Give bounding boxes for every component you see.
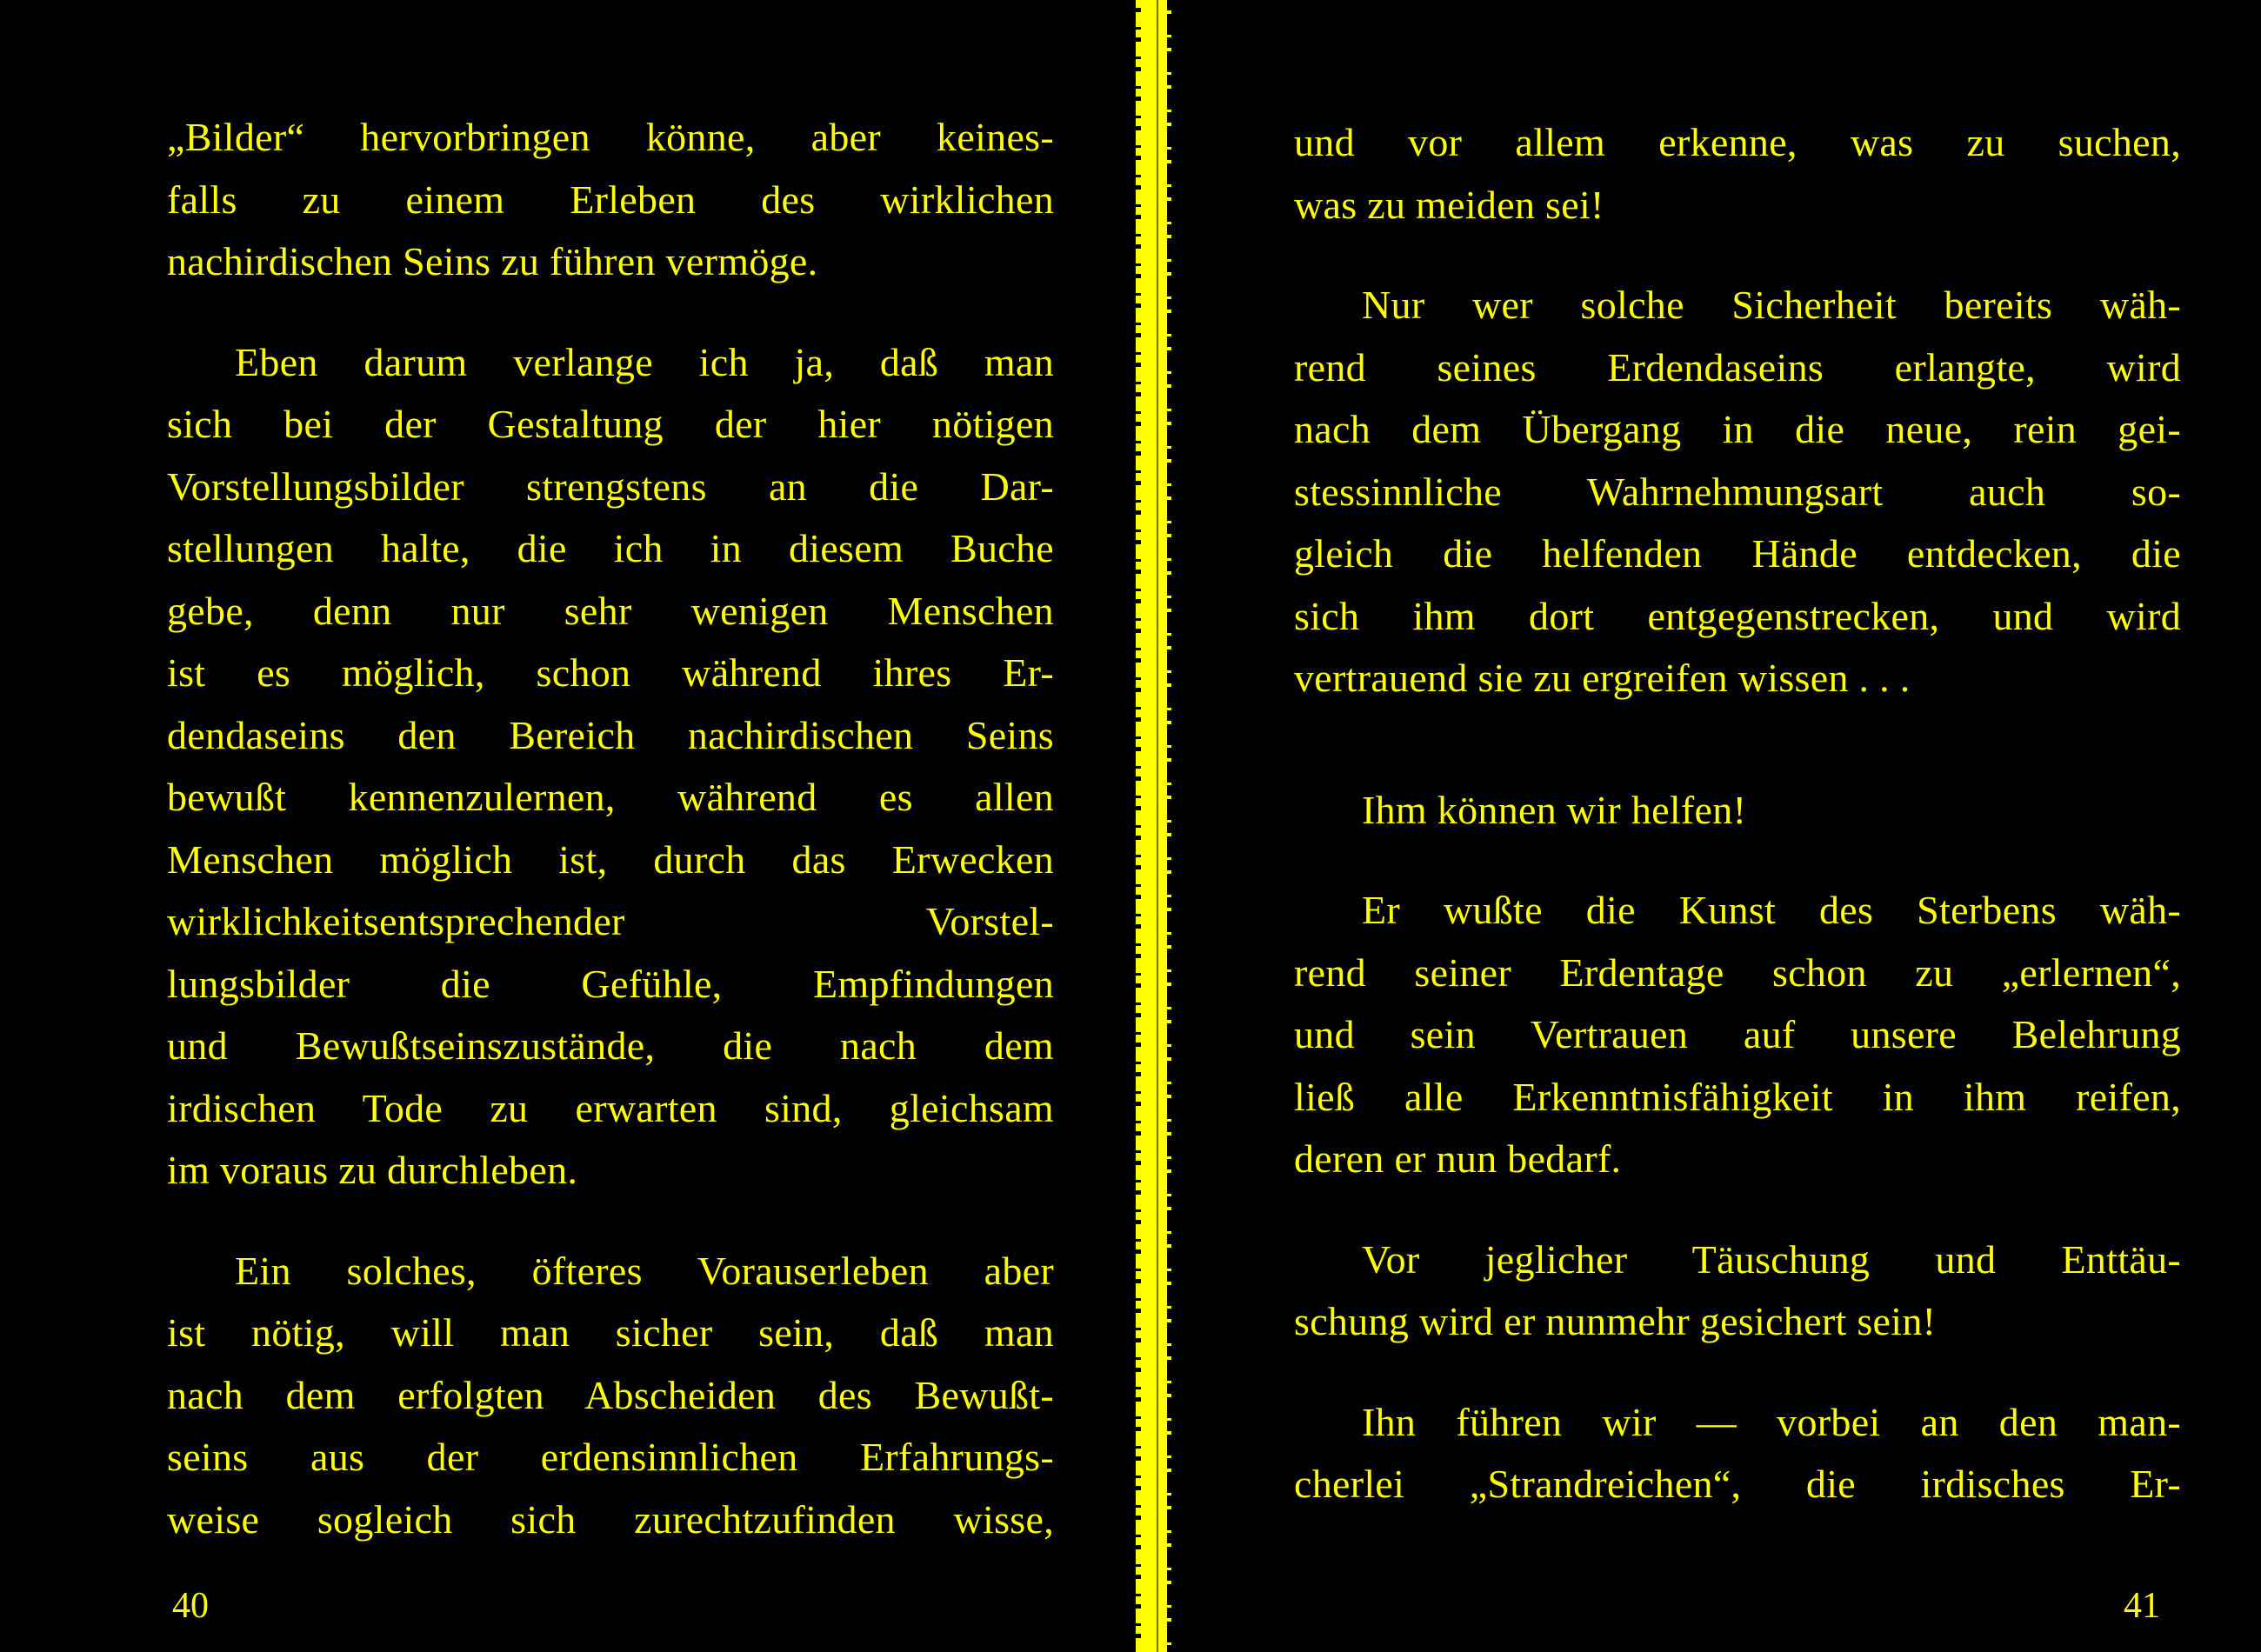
text-line: ist nötig, will man sicher sein, daß man [167,1310,1054,1355]
right-page [1165,0,2261,1652]
paragraph-gap [1294,841,2181,879]
text-line: falls zu einem Erleben des wirklichen [167,177,1054,222]
gutter-fold-line [1157,0,1158,1652]
text-line: Vor jeglicher Täuschung und Enttäu- [1362,1236,2181,1282]
text-line: Menschen möglich ist, durch das Erwecken [167,836,1054,882]
text-line: im voraus zu durchleben. [167,1148,578,1192]
left-page-text [167,106,1054,1550]
text-line: gebe, denn nur sehr wenigen Menschen [167,588,1054,633]
text-line: weise sogleich sich zurechtzufinden wisse, [167,1496,1054,1542]
text-line: rend seiner Erdentage schon zu „erlernen“, [1294,949,2181,995]
text-line: sich ihm dort entgegenstrecken, und wird [1294,593,2181,638]
text-line: seins aus der erdensinnlichen Erfahrungs- [167,1435,1054,1479]
text-line: Ihn führen wir — vorbei an den man- [1362,1399,2181,1444]
text-line: ließ alle Erkenntnisfähigkeit in ihm reifen, [1294,1074,2181,1119]
page-number: 40 [172,1586,209,1626]
text-line: sich bei der Gestaltung der hier nötigen [167,402,1054,446]
text-line: lungsbilder die Gefühle, Empfindungen [167,961,1054,1006]
paragraph-gap [167,1202,1054,1240]
text-line: schung wird er nunmehr gesichert sein! [1294,1299,1937,1343]
section-heading: Ihm können wir helfen! [1362,787,1747,832]
text-line: stessinnliche Wahrnehmungsart auch so- [1294,469,2181,514]
text-line: stellungen halte, die ich in diesem Buche [167,526,1054,570]
text-line: rend seines Erdendaseins erlangte, wird [1294,344,2181,390]
text-line: Vorstellungsbilder strengstens an die Dar- [167,463,1054,509]
text-line: vertrauend sie zu ergreifen wissen . . . [1294,656,1911,700]
text-line: ist es möglich, schon während ihres Er- [167,650,1054,695]
text-line: Eben darum verlange ich ja, daß man [235,339,1054,384]
text-line: was zu meiden sei! [1294,182,1604,227]
text-line: Nur wer solche Sicherheit bereits wäh- [1362,283,2181,327]
right-page-text [1294,111,2181,1515]
text-line: Er wußte die Kunst des Sterbens wäh- [1362,888,2181,932]
page-number: 41 [2124,1586,2160,1626]
paragraph-gap [1294,236,2181,274]
text-line: wirklichkeitsentsprechender Vorstel- [167,899,1054,943]
book-gutter [1141,0,1167,1652]
text-line: nachirdischen Seins zu führen vermöge. [167,239,818,283]
text-line: und vor allem erkenne, was zu suchen, [1294,120,2181,164]
text-line: gleich die helfenden Hände entdecken, die [1294,531,2181,576]
text-line: cherlei „Strandreichen“, die irdisches Er- [1294,1462,2181,1506]
text-line: bewußt kennenzulernen, während es allen [167,775,1054,819]
paragraph-gap [1294,1353,2181,1391]
paragraph-gap [1294,1190,2181,1229]
text-line: deren er nun bedarf. [1294,1136,1622,1181]
paragraph-gap [167,293,1054,331]
text-line: dendaseins den Bereich nachirdischen Seins [167,712,1054,757]
text-line: nach dem Übergang in die neue, rein gei- [1294,407,2181,451]
text-line: irdischen Tode zu erwarten sind, gleichsam [167,1085,1054,1130]
text-line: nach dem erfolgten Abscheiden des Bewußt- [167,1372,1054,1417]
section-gap [1294,709,2181,779]
text-line: Ein solches, öfteres Vorauserleben aber [235,1248,1054,1293]
text-line: und Bewußtseinszustände, die nach dem [167,1023,1054,1068]
text-line: „Bilder“ hervorbringen könne, aber keines- [167,115,1054,159]
text-line: und sein Vertrauen auf unsere Belehrung [1294,1012,2181,1056]
